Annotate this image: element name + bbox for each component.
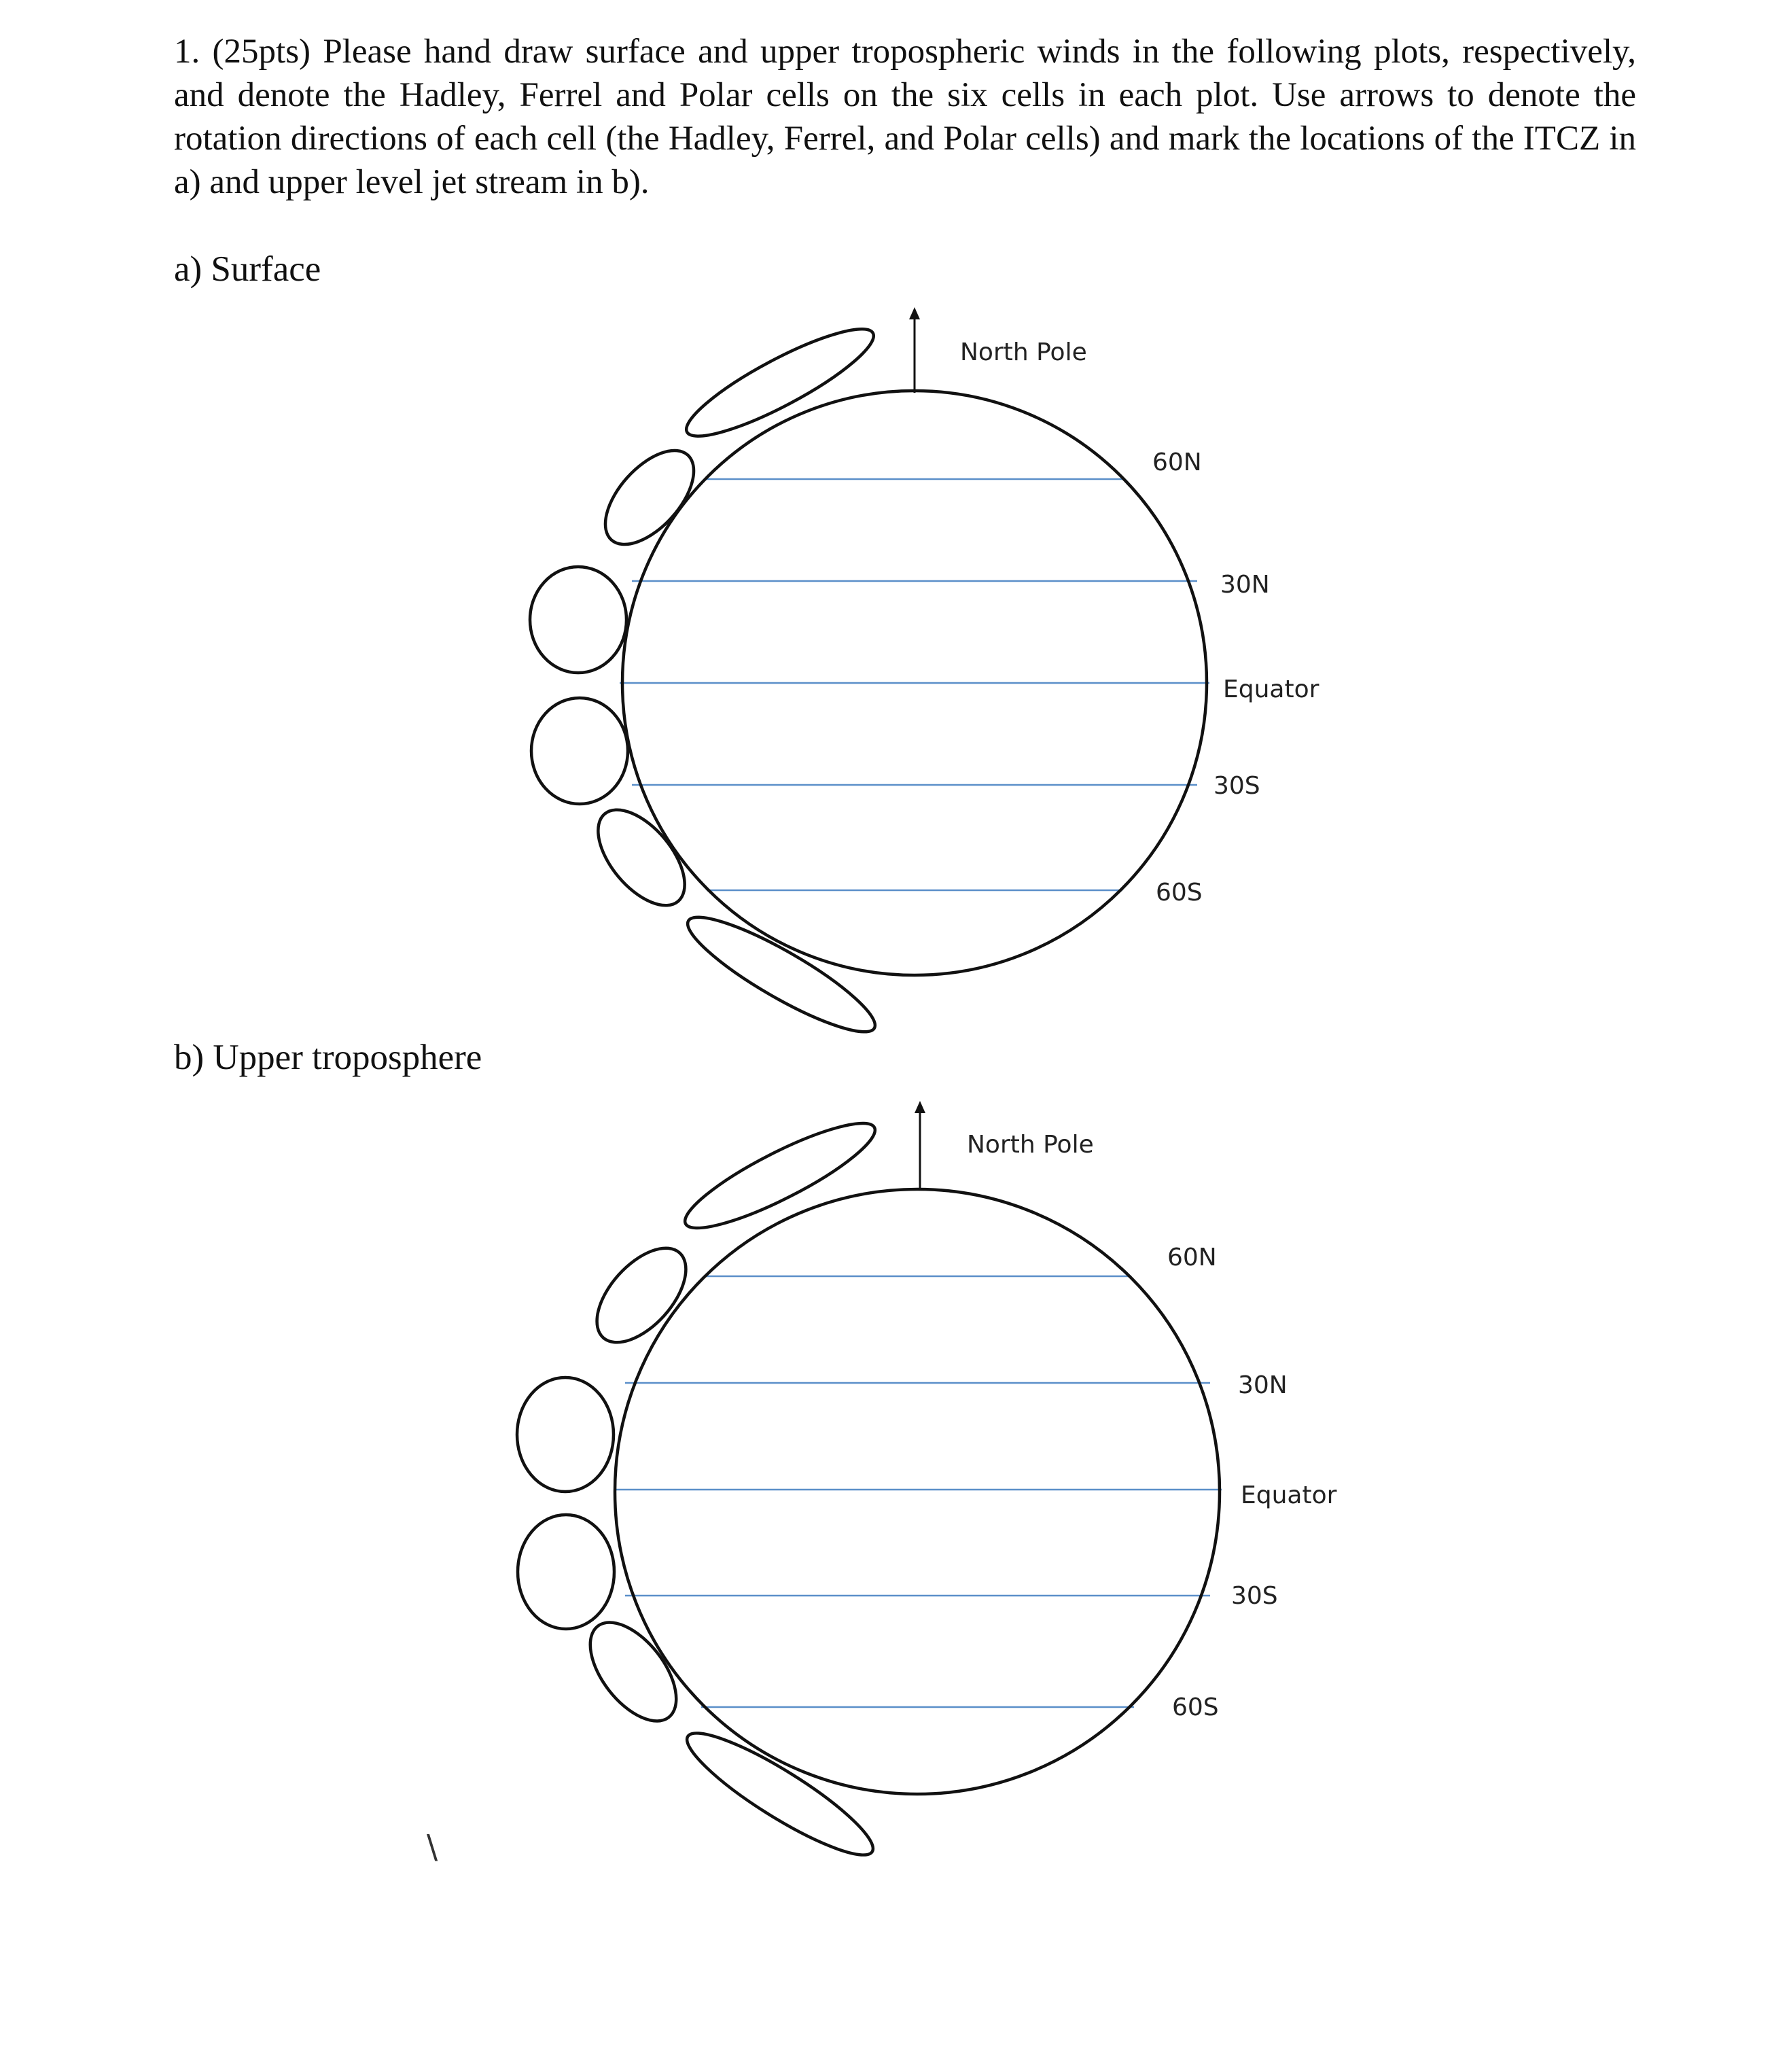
label-equator: Equator (1241, 1481, 1337, 1509)
north-pole-label: North Pole (960, 338, 1087, 366)
label-30s: 30S (1231, 1582, 1278, 1610)
ferrel-cell-north (580, 1232, 702, 1358)
north-arrow-head (915, 1101, 925, 1113)
part-b-label: b) Upper troposphere (174, 1038, 482, 1077)
part-a-label: a) Surface (174, 249, 321, 289)
label-equator: Equator (1223, 675, 1319, 703)
polar-cell-south (675, 1717, 884, 1871)
label-60n: 60N (1167, 1244, 1217, 1271)
stray-pen-mark: \ (427, 1828, 438, 1866)
ferrel-cell-south (582, 794, 701, 920)
upper-troposphere-diagram (0, 1060, 1772, 1910)
polar-cell-south (677, 901, 886, 1049)
label-60n: 60N (1152, 449, 1202, 476)
ferrel-cell-north (589, 435, 710, 560)
question-text: 1. (25pts) Please hand draw surface and upper tropospheric winds in the following plots, respectively, and denote the Hadley, Ferrel and Polar cells on the six cells in each plot. Use arrows to denote the rotation directions of each cell (the Hadley, Ferrel, and Polar cells) and mark the locations of the ITCZ in a) and upper level jet stream in b). (174, 33, 1636, 201)
polar-cell-north (676, 313, 884, 453)
hadley-cell-south (531, 698, 628, 804)
label-30s: 30S (1213, 772, 1260, 800)
label-60s: 60S (1172, 1693, 1219, 1721)
label-60s: 60S (1156, 879, 1203, 907)
hadley-cell-north (517, 1377, 614, 1492)
hadley-cell-south (518, 1515, 614, 1629)
label-30n: 30N (1220, 571, 1270, 599)
north-pole-label: North Pole (967, 1131, 1094, 1159)
north-arrow-head (909, 307, 920, 319)
label-30n: 30N (1238, 1371, 1288, 1399)
hadley-cell-north (530, 567, 626, 673)
earth-circle (615, 1189, 1220, 1794)
